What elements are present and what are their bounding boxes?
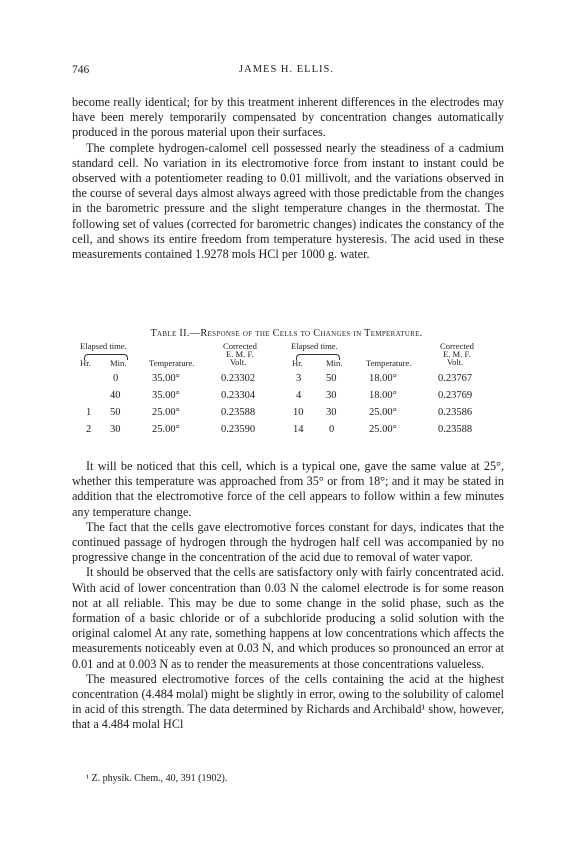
table-cell-emf: 0.23586 [438, 407, 473, 418]
table-cell-hr: 4 [296, 390, 302, 401]
header-temperature: Temperature. [149, 358, 195, 368]
paragraph: become really identical; for by this treatment inherent differences in the electrodes may have been merely temporarily compensated by concentration changes automatically produced in the porous material upon their surfaces. [72, 95, 504, 140]
table-cell-min: 40 [110, 390, 121, 401]
table-cell-emf: 0.23588 [438, 424, 473, 435]
body-text-bottom [72, 459, 504, 733]
paragraph: The fact that the cells gave electromotive forces constant for days, indicates that the continued passage of hydrogen through the hydrogen half cell was accompanied by no progressive change in the concentration of the acid due to removal of water vapor. [72, 519, 504, 565]
table-cell-temp: 35.00° [152, 390, 180, 401]
table-cell-hr: 10 [293, 407, 304, 418]
page-number: 746 [72, 64, 90, 76]
header-min: Min. [110, 358, 127, 368]
table-cell-min: 30 [110, 424, 121, 435]
header-hr: Hr. [292, 358, 303, 368]
table-cell-min: 50 [110, 407, 121, 418]
temperature-table [0, 340, 573, 452]
paragraph: It will be noticed that this cell, which is a typical one, gave the same value at 25°, whether this temperature was approached from 35° or from 18°; and it may be stated in addition that the electromotive force of the cell appears to follow within a few minutes any temperature change. [72, 459, 504, 519]
table-cell-min: 30 [326, 407, 337, 418]
paragraph: It should be observed that the cells are satisfactory only with fairly concentrated acid. With acid of lower concentration than 0.03 N the calomel electrode is for some reason not at all reliable. This may be due to some change in the solid phase, such as the formation of a basic chloride or of a subchloride producing a solid solution with the original calomel At any rate, something happens at low concentrations which affects the measurements noticeably even at 0.03 N, and which produces so pronounced an error at 0.01 and at 0.003 N as to render the measurements at those concentrations valueless. [72, 565, 504, 671]
table-cell-temp: 18.00° [369, 390, 397, 401]
table-cell-min: 0 [113, 373, 119, 384]
table-cell-temp: 25.00° [152, 424, 180, 435]
header-emf-line2: E. M. F. [443, 349, 471, 359]
page-header [0, 64, 573, 80]
table-cell-temp: 35.00° [152, 373, 180, 384]
table-cell-min: 30 [326, 390, 337, 401]
table-cell-temp: 25.00° [152, 407, 180, 418]
header-elapsed-time: Elapsed time. [291, 341, 338, 351]
table-cell-temp: 25.00° [369, 407, 397, 418]
footnote: ¹ Z. physik. Chem., 40, 391 (1902). [86, 773, 228, 784]
paragraph: The measured electromotive forces of the cells containing the acid at the highest concentration (4.484 molal) might be slightly in error, owing to the solubility of calomel in acid of this strength. The data determined by Richards and Archibald¹ show, however, that a 4.484 molal HCl [72, 671, 504, 732]
header-emf-line2: E. M. F. [226, 349, 254, 359]
table-cell-emf: 0.23588 [221, 407, 256, 418]
header-emf-line1: Corrected [440, 341, 474, 351]
table-cell-temp: 18.00° [369, 373, 397, 384]
table-cell-temp: 25.00° [369, 424, 397, 435]
table-caption: Table II.—Response of the Cells to Changes in Temperature. [150, 328, 423, 339]
table-cell-emf: 0.23304 [221, 390, 256, 401]
table-cell-min: 0 [329, 424, 335, 435]
table-cell-hr: 14 [293, 424, 304, 435]
paragraph: The complete hydrogen-calomel cell possessed nearly the steadiness of a cadmium standard cell. No variation in its electromotive force from instant to instant could be observed with a potentiometer reading to 0.01 millivolt, and the variations observed in the course of several days almost always agreed with those predictable from the changes in the barometric pressure and the slight temperature changes in the thermostat. The following set of values (corrected for barometric changes) indicates the constancy of the cell, and shows its entire freedom from temperature hysteresis. The acid used in these measurements contained 1.9278 mols HCl per 1000 g. water. [72, 140, 504, 262]
header-temperature: Temperature. [366, 358, 412, 368]
table-cell-emf: 0.23769 [438, 390, 473, 401]
header-hr: Hr. [80, 358, 91, 368]
header-elapsed-time: Elapsed time. [80, 341, 127, 351]
header-emf-line3: Volt. [230, 357, 247, 367]
header-emf-line3: Volt. [447, 357, 464, 367]
table-cell-emf: 0.23302 [221, 373, 256, 384]
table-cell-emf: 0.23767 [438, 373, 473, 384]
table-cell-min: 50 [326, 373, 337, 384]
table-cell-hr: 1 [86, 407, 92, 418]
body-text-top [72, 95, 504, 262]
table-cell-hr: 3 [296, 373, 302, 384]
table-cell-emf: 0.23590 [221, 424, 256, 435]
table-cell-hr: 2 [86, 424, 92, 435]
header-emf-line1: Corrected [223, 341, 257, 351]
header-min: Min. [326, 358, 343, 368]
running-head: JAMES H. ELLIS. [239, 64, 334, 75]
